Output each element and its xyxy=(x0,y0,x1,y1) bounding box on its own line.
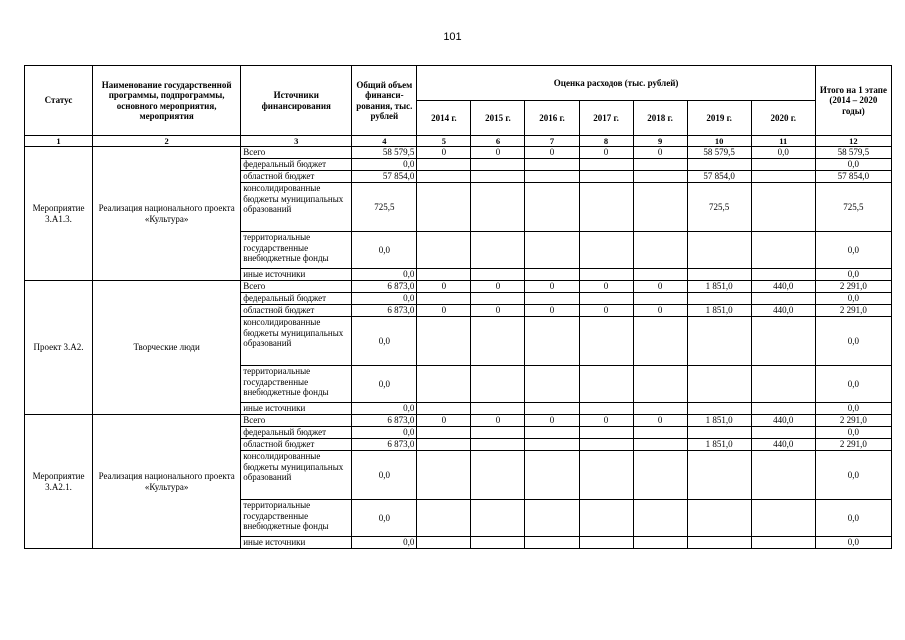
year-value xyxy=(525,269,579,281)
table-row xyxy=(25,147,892,159)
stage-total-value: 2 291,0 xyxy=(815,439,891,451)
total-value: 0,0 xyxy=(352,232,417,269)
year-value xyxy=(579,232,633,269)
year-value xyxy=(687,427,751,439)
year-value xyxy=(417,232,471,269)
year-value xyxy=(751,403,815,415)
year-value: 440,0 xyxy=(751,281,815,293)
year-value xyxy=(633,427,687,439)
source-label: территориальные государственные внебюджетные фонды xyxy=(241,500,352,537)
stage-total-value: 0,0 xyxy=(815,500,891,537)
source-label: областной бюджет xyxy=(241,305,352,317)
year-value xyxy=(751,500,815,537)
total-value: 0,0 xyxy=(352,317,417,366)
year-value: 58 579,5 xyxy=(687,147,751,159)
source-label: федеральный бюджет xyxy=(241,427,352,439)
header-year: 2015 г. xyxy=(471,101,525,136)
year-value xyxy=(417,293,471,305)
year-value xyxy=(471,537,525,549)
header-estimate: Оценка расходов (тыс. рублей) xyxy=(417,66,815,101)
total-value: 0,0 xyxy=(352,403,417,415)
year-value xyxy=(633,500,687,537)
total-value: 0,0 xyxy=(352,269,417,281)
source-label: территориальные государственные внебюджетные фонды xyxy=(241,366,352,403)
year-value: 0 xyxy=(633,305,687,317)
year-value xyxy=(417,183,471,232)
year-value xyxy=(471,427,525,439)
header-stage-total: Итого на 1 этапе (2014 – 2020 годы) xyxy=(815,66,891,136)
total-value: 0,0 xyxy=(352,293,417,305)
header-sources: Источники финансирования xyxy=(241,66,352,136)
stage-total-value: 2 291,0 xyxy=(815,281,891,293)
year-value xyxy=(471,317,525,366)
column-number: 4 xyxy=(352,136,417,147)
year-value: 725,5 xyxy=(687,183,751,232)
year-value: 440,0 xyxy=(751,415,815,427)
year-value xyxy=(471,403,525,415)
total-value: 6 873,0 xyxy=(352,439,417,451)
year-value xyxy=(471,159,525,171)
year-value xyxy=(417,427,471,439)
stage-total-value: 0,0 xyxy=(815,451,891,500)
budget-table xyxy=(24,65,892,549)
total-value: 6 873,0 xyxy=(352,281,417,293)
header-total: Общий объем финанси-рования, тыс. рублей xyxy=(352,66,417,136)
page-number: 101 xyxy=(443,31,462,43)
year-value: 0 xyxy=(633,147,687,159)
year-value xyxy=(471,293,525,305)
year-value: 0 xyxy=(579,305,633,317)
year-value xyxy=(687,232,751,269)
year-value: 0 xyxy=(417,281,471,293)
total-value: 0,0 xyxy=(352,427,417,439)
header-year: 2020 г. xyxy=(751,101,815,136)
source-label: Всего xyxy=(241,415,352,427)
year-value xyxy=(687,451,751,500)
stage-total-value: 58 579,5 xyxy=(815,147,891,159)
year-value xyxy=(751,366,815,403)
year-value xyxy=(687,403,751,415)
year-value xyxy=(751,232,815,269)
column-number: 1 xyxy=(25,136,93,147)
year-value xyxy=(751,159,815,171)
year-value xyxy=(417,537,471,549)
year-value xyxy=(579,439,633,451)
column-number-row xyxy=(25,136,892,147)
source-label: консолидированные бюджеты муниципальных образований xyxy=(241,451,352,500)
source-label: консолидированные бюджеты муниципальных образований xyxy=(241,317,352,366)
year-value xyxy=(579,427,633,439)
year-value xyxy=(633,269,687,281)
year-value xyxy=(417,366,471,403)
total-value: 57 854,0 xyxy=(352,171,417,183)
year-value xyxy=(579,317,633,366)
source-label: иные источники xyxy=(241,269,352,281)
source-label: Всего xyxy=(241,281,352,293)
stage-total-value: 0,0 xyxy=(815,403,891,415)
year-value: 0 xyxy=(417,305,471,317)
year-value: 0 xyxy=(471,147,525,159)
column-number: 7 xyxy=(525,136,579,147)
year-value xyxy=(687,366,751,403)
row-status: Мероприятие 3.А2.1. xyxy=(25,415,93,549)
row-status: Проект 3.А2. xyxy=(25,281,93,415)
stage-total-value: 0,0 xyxy=(815,427,891,439)
year-value: 0 xyxy=(633,415,687,427)
year-value xyxy=(633,183,687,232)
year-value xyxy=(525,537,579,549)
year-value xyxy=(525,293,579,305)
source-label: иные источники xyxy=(241,403,352,415)
header-program-name: Наименование государственной программы, подпрограммы, основного мероприятия, мероприятия xyxy=(93,66,241,136)
year-value: 0 xyxy=(525,147,579,159)
column-number: 11 xyxy=(751,136,815,147)
source-label: территориальные государственные внебюджетные фонды xyxy=(241,232,352,269)
year-value xyxy=(417,403,471,415)
year-value xyxy=(687,500,751,537)
year-value: 0 xyxy=(471,415,525,427)
year-value xyxy=(471,183,525,232)
year-value xyxy=(633,317,687,366)
stage-total-value: 0,0 xyxy=(815,317,891,366)
year-value xyxy=(471,269,525,281)
source-label: областной бюджет xyxy=(241,171,352,183)
header-year: 2016 г. xyxy=(525,101,579,136)
header-year: 2017 г. xyxy=(579,101,633,136)
year-value xyxy=(751,171,815,183)
year-value xyxy=(687,293,751,305)
total-value: 0,0 xyxy=(352,451,417,500)
column-number: 8 xyxy=(579,136,633,147)
table-row xyxy=(25,415,892,427)
year-value: 0 xyxy=(471,305,525,317)
year-value xyxy=(525,366,579,403)
year-value xyxy=(417,317,471,366)
year-value xyxy=(417,159,471,171)
year-value: 0 xyxy=(579,147,633,159)
year-value xyxy=(525,232,579,269)
stage-total-value: 0,0 xyxy=(815,293,891,305)
year-value: 0 xyxy=(525,415,579,427)
year-value xyxy=(751,427,815,439)
year-value: 0 xyxy=(417,147,471,159)
year-value xyxy=(579,183,633,232)
source-label: консолидированные бюджеты муниципальных образований xyxy=(241,183,352,232)
year-value xyxy=(633,171,687,183)
year-value xyxy=(525,159,579,171)
year-value: 0 xyxy=(417,415,471,427)
year-value xyxy=(751,537,815,549)
year-value: 0 xyxy=(633,281,687,293)
year-value xyxy=(579,171,633,183)
year-value xyxy=(687,317,751,366)
column-number: 9 xyxy=(633,136,687,147)
year-value xyxy=(579,403,633,415)
year-value xyxy=(579,293,633,305)
year-value xyxy=(751,317,815,366)
year-value xyxy=(751,451,815,500)
row-program-name: Реализация национального проекта «Культура» xyxy=(93,415,241,549)
year-value xyxy=(751,269,815,281)
total-value: 0,0 xyxy=(352,500,417,537)
header-year: 2019 г. xyxy=(687,101,751,136)
stage-total-value: 0,0 xyxy=(815,269,891,281)
year-value xyxy=(525,500,579,537)
year-value: 57 854,0 xyxy=(687,171,751,183)
stage-total-value: 2 291,0 xyxy=(815,415,891,427)
year-value xyxy=(471,451,525,500)
total-value: 0,0 xyxy=(352,366,417,403)
year-value: 1 851,0 xyxy=(687,305,751,317)
year-value xyxy=(525,451,579,500)
column-number: 3 xyxy=(241,136,352,147)
year-value xyxy=(633,232,687,269)
table-row xyxy=(25,281,892,293)
year-value xyxy=(579,159,633,171)
year-value xyxy=(579,451,633,500)
stage-total-value: 0,0 xyxy=(815,159,891,171)
year-value xyxy=(687,537,751,549)
year-value xyxy=(579,500,633,537)
header-status: Статус xyxy=(25,66,93,136)
row-program-name: Творческие люди xyxy=(93,281,241,415)
year-value: 440,0 xyxy=(751,305,815,317)
year-value: 1 851,0 xyxy=(687,281,751,293)
year-value xyxy=(417,171,471,183)
year-value xyxy=(525,427,579,439)
row-status: Мероприятие 3.А1.3. xyxy=(25,147,93,281)
year-value xyxy=(633,293,687,305)
year-value xyxy=(633,403,687,415)
year-value xyxy=(417,439,471,451)
total-value: 0,0 xyxy=(352,537,417,549)
source-label: Всего xyxy=(241,147,352,159)
year-value xyxy=(579,537,633,549)
year-value xyxy=(417,269,471,281)
column-number: 5 xyxy=(417,136,471,147)
year-value xyxy=(751,293,815,305)
year-value xyxy=(579,269,633,281)
year-value: 440,0 xyxy=(751,439,815,451)
header-year: 2014 г. xyxy=(417,101,471,136)
year-value xyxy=(525,183,579,232)
year-value xyxy=(579,366,633,403)
source-label: федеральный бюджет xyxy=(241,159,352,171)
row-program-name: Реализация национального проекта «Культура» xyxy=(93,147,241,281)
total-value: 6 873,0 xyxy=(352,415,417,427)
year-value xyxy=(471,171,525,183)
year-value: 0 xyxy=(579,415,633,427)
stage-total-value: 57 854,0 xyxy=(815,171,891,183)
year-value xyxy=(471,500,525,537)
year-value xyxy=(633,366,687,403)
source-label: федеральный бюджет xyxy=(241,293,352,305)
column-number: 10 xyxy=(687,136,751,147)
year-value: 0 xyxy=(579,281,633,293)
year-value xyxy=(471,366,525,403)
year-value xyxy=(751,183,815,232)
year-value xyxy=(687,159,751,171)
column-number: 12 xyxy=(815,136,891,147)
stage-total-value: 725,5 xyxy=(815,183,891,232)
column-number: 2 xyxy=(93,136,241,147)
stage-total-value: 0,0 xyxy=(815,232,891,269)
stage-total-value: 2 291,0 xyxy=(815,305,891,317)
source-label: иные источники xyxy=(241,537,352,549)
header-year: 2018 г. xyxy=(633,101,687,136)
year-value xyxy=(687,269,751,281)
year-value xyxy=(471,439,525,451)
total-value: 6 873,0 xyxy=(352,305,417,317)
total-value: 725,5 xyxy=(352,183,417,232)
stage-total-value: 0,0 xyxy=(815,537,891,549)
stage-total-value: 0,0 xyxy=(815,366,891,403)
year-value xyxy=(633,439,687,451)
year-value xyxy=(417,500,471,537)
year-value xyxy=(633,537,687,549)
total-value: 58 579,5 xyxy=(352,147,417,159)
year-value xyxy=(633,451,687,500)
year-value: 0 xyxy=(525,281,579,293)
year-value: 0,0 xyxy=(751,147,815,159)
year-value xyxy=(525,171,579,183)
year-value: 1 851,0 xyxy=(687,415,751,427)
year-value xyxy=(633,159,687,171)
year-value: 0 xyxy=(525,305,579,317)
year-value: 1 851,0 xyxy=(687,439,751,451)
total-value: 0,0 xyxy=(352,159,417,171)
year-value xyxy=(525,439,579,451)
year-value xyxy=(525,403,579,415)
column-number: 6 xyxy=(471,136,525,147)
source-label: областной бюджет xyxy=(241,439,352,451)
year-value: 0 xyxy=(471,281,525,293)
year-value xyxy=(525,317,579,366)
year-value xyxy=(471,232,525,269)
year-value xyxy=(417,451,471,500)
